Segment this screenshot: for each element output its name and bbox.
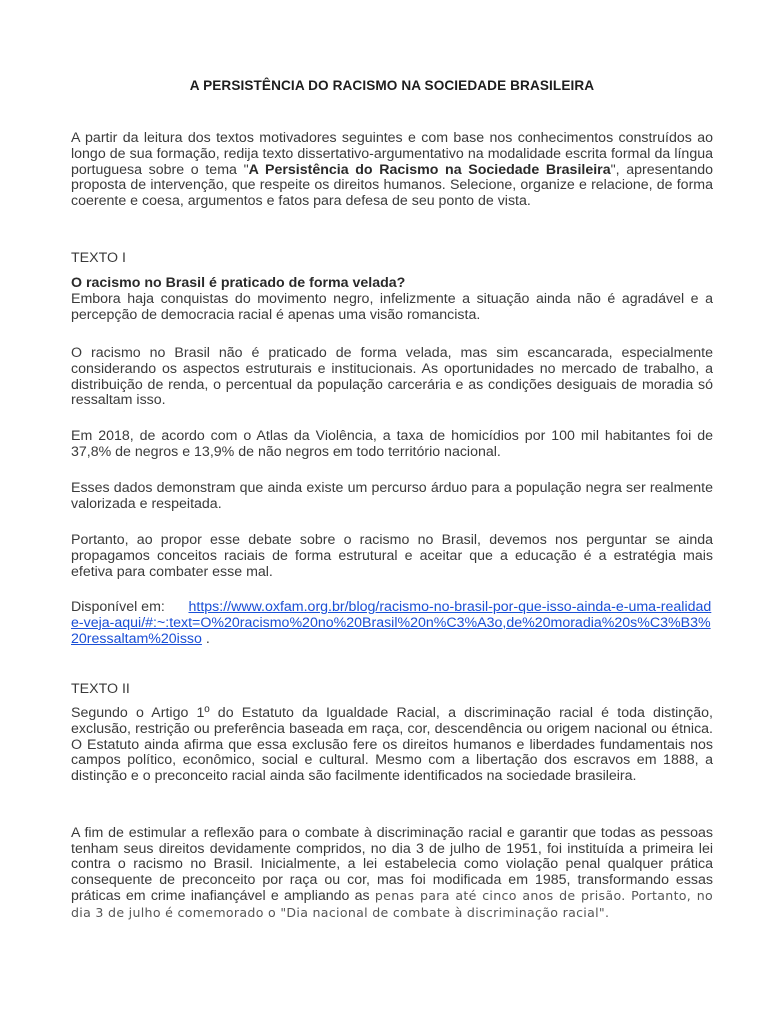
intro-theme: A Persistência do Racismo na Sociedade Brasileira bbox=[248, 161, 611, 178]
texto-1-p1: Embora haja conquistas do movimento negro, infelizmente a situação ainda não é agradável e a percepção de democracia racial é apenas uma visão romancista. bbox=[71, 290, 713, 323]
texto-1-source bbox=[71, 600, 713, 647]
intro-text-2: ", apresentando proposta de intervenção, que respeite os direitos humanos. Selecione, organize e relacione, de forma coerente e coesa, argumentos e fatos para defesa de seu ponto de vista. bbox=[71, 161, 714, 210]
source-label: Disponível em: bbox=[71, 599, 165, 615]
texto-1-p4: Esses dados demonstram que ainda existe um percurso árduo para a população negra ser realmente valorizada e respeitada. bbox=[71, 480, 713, 512]
texto-1-p2: O racismo no Brasil não é praticado de forma velada, mas sim escancarada, especialmente considerando os aspectos estruturais e institucionais. As oportunidades no mercado de trabalho, a distribuição de renda, o percentual da população carcerária e as condições desiguais de moradia só ressaltam isso. bbox=[71, 345, 713, 409]
texto-2-p1: Segundo o Artigo 1º do Estatuto da Igualdade Racial, a discriminação racial é toda distinção, exclusão, restrição ou preferência baseada em raça, cor, descendência ou origem nacional ou étnica. O Estatuto ainda afirma que essa exclusão fere os direitos humanos e liberdades fundamentais nos campos político, econômico, social e cultural. Mesmo com a libertação dos escravos em 1888, a distinção e o preconceito racial ainda são facilmente identificados na sociedade brasileira. bbox=[71, 705, 713, 785]
texto-1-intro bbox=[71, 276, 713, 323]
texto-1-question: O racismo no Brasil é praticado de forma velada? bbox=[71, 275, 406, 291]
document-title: A PERSISTÊNCIA DO RACISMO NA SOCIEDADE BRASILEIRA bbox=[189, 78, 595, 93]
texto-1-heading: TEXTO I bbox=[71, 250, 126, 266]
texto-2-p2 bbox=[71, 826, 713, 921]
texto-2-p2a: A fim de estimular a reflexão para o combate à discriminação racial e garantir que todas as pessoas tenham seus direitos devidamente compridos, no dia 3 de julho de 1951, foi instituída a primeira lei contra o racismo no Brasil. Inicialmente, a lei estabelecia como violação penal qualquer prática consequente de preconceito por raça ou cor, mas foi modificada em 1985, transformando essas práticas em crime inafiançável e ampliando as bbox=[71, 825, 713, 904]
texto-1-p5: Portanto, ao propor esse debate sobre o racismo no Brasil, devemos nos perguntar se ainda propagamos conceitos raciais de forma estrutural e aceitar que a educação é a estratégia mais efetiva para combater esse mal. bbox=[71, 532, 713, 580]
texto-1-p3: Em 2018, de acordo com o Atlas da Violência, a taxa de homicídios por 100 mil habitantes foi de 37,8% de negros e 13,9% de não negros em todo território nacional. bbox=[71, 428, 713, 460]
texto-2-heading: TEXTO II bbox=[71, 681, 130, 697]
source-end: . bbox=[205, 630, 210, 647]
intro-text-1: A partir da leitura dos textos motivadores seguintes e com base nos conhecimentos construídos ao longo de sua formação, redija texto dissertativo-argumentativo na modalidade escrita formal da língua portuguesa sobre o tema " bbox=[71, 130, 713, 178]
texto-2-p2b: penas para até cinco anos de prisão. Portanto, no dia 3 de julho é comemorado o "Dia nacional de combate à discriminação racial". bbox=[71, 888, 713, 920]
intro-paragraph bbox=[71, 131, 713, 210]
source-link[interactable]: https://www.oxfam.org.br/blog/racismo-no-brasil-por-que-isso-ainda-e-uma-realidade-veja-aqui/#:~:text=O%20racismo%20no%20Brasil%20n%C3%A3o,de%20moradia%20s%C3%B3%20ressaltam%20isso bbox=[71, 599, 712, 647]
